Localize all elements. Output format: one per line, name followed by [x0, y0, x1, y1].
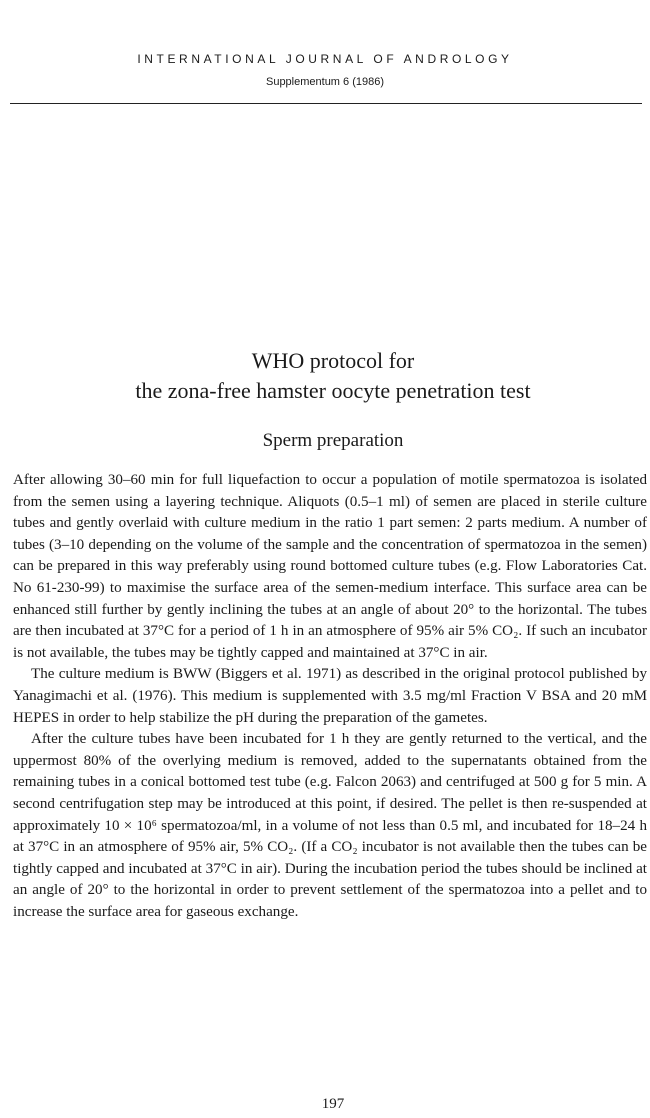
title-line-1: WHO protocol for — [251, 348, 415, 373]
paragraph-1: After allowing 30–60 min for full liquefaction to occur a population of motile spermatozoa is isolated from the semen using a layering technique. Aliquots (0.5–1 ml) of semen are placed in sterile culture tubes and gently overlaid with culture medium in the ratio 1 part semen: 2 parts medium. A number of tubes (3–10 depending on the volume of the sample and the concentration of spermatozoa in the semen) can be prepared in this way preferably using round bottomed culture tubes (e.g. Flow Laboratories Cat. No 61-230-99) to maximise the surface area of the semen-medium interface. This surface area can be enhanced still further by gently inclining the tubes at an angle of about 20° to the horizontal. The tubes are then incubated at 37°C for a period of 1 h in an atmosphere of 95% air 5% CO₂. If such an incubator is not available, the tubes may be tightly capped and maintained at 37°C in air. — [13, 472, 647, 661]
body-text — [13, 470, 647, 923]
page-number: 197 — [321, 1096, 345, 1112]
header-divider — [10, 103, 642, 104]
section-heading: Sperm preparation — [262, 430, 404, 451]
paragraph-3: After the culture tubes have been incubated for 1 h they are gently returned to the vertical, and the uppermost 80% of the overlying medium is removed, added to the supernatants obtained from the remaining tubes in a conical bottomed test tube (e.g. Falcon 2063) and centrifuged at 500 g for 5 min. A second centrifugation step may be introduced at this point, if desired. The pellet is then re-suspended at approximately 10 × 10⁶ spermatozoa/ml, in a volume of not less than 0.5 ml, and incubated for 18–24 h at 37°C in an atmosphere of 95% air, 5% CO₂. (If a CO₂ incubator is not available then the tubes can be tightly capped and incubated at 37°C in air). During the incubation period the tubes should be inclined at an angle of 20° to the horizontal in order to prevent settlement of the spermatozoa into a pellet and to increase the surface area for gaseous exchange. — [13, 731, 647, 920]
article-title — [0, 346, 650, 406]
supplement-line: Supplementum 6 (1986) — [265, 76, 384, 88]
title-line-2: the zona-free hamster oocyte penetration test — [135, 378, 531, 403]
journal-name: INTERNATIONAL JOURNAL OF ANDROLOGY — [137, 52, 513, 66]
paragraph-2: The culture medium is BWW (Biggers et al. 1971) as described in the original protocol published by Yanagimachi et al. (1976). This medium is supplemented with 3.5 mg/ml Fraction V BSA and 20 mM HEPES in order to help stabilize the pH during the preparation of the gametes. — [13, 666, 647, 726]
